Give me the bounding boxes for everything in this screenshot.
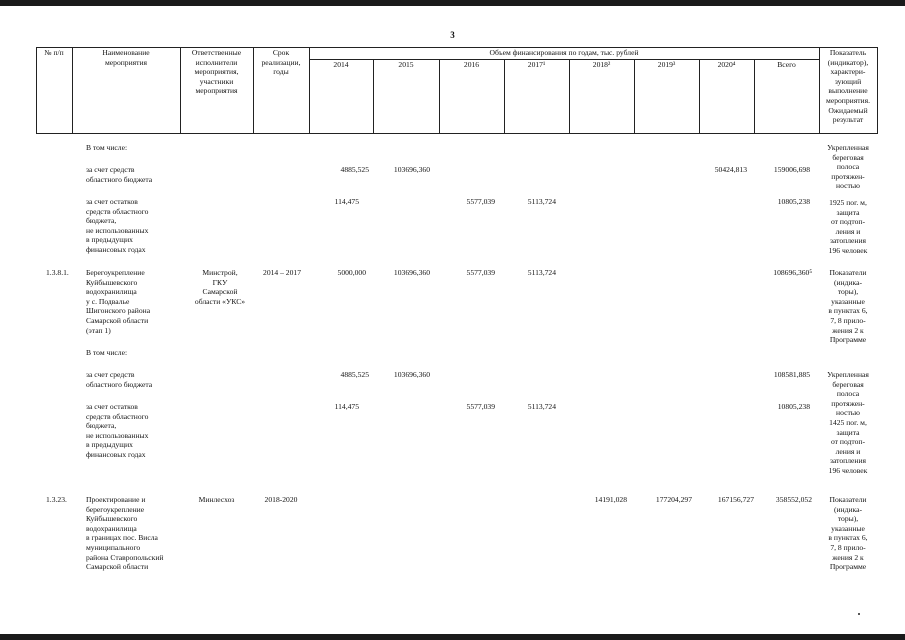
block1-regional-total: 159006,698 bbox=[773, 165, 810, 174]
year-2015: 2015 bbox=[398, 60, 414, 69]
row-1381-remains-total: 10805,238 bbox=[777, 402, 810, 411]
row-1323-2020: 167156,727 bbox=[717, 495, 754, 504]
row-1381-regional-2015: 103696,360 bbox=[393, 370, 430, 379]
year-2014: 2014 bbox=[333, 60, 349, 69]
block1-remains-2016: 5577,039 bbox=[466, 197, 495, 206]
row-1381-2014: 5000,000 bbox=[337, 268, 366, 277]
scan-bottom-edge bbox=[0, 634, 905, 640]
row-1323-term: 2018-2020 bbox=[264, 495, 298, 504]
row-1381-2015: 103696,360 bbox=[393, 268, 430, 277]
header-funding-title: Объем финансирования по годам, тыс. рублей bbox=[489, 48, 639, 57]
page-number: 3 bbox=[450, 30, 455, 40]
row-1381-remains-2014: 114,475 bbox=[334, 402, 359, 411]
block1-remains-total: 10805,238 bbox=[777, 197, 810, 206]
row-1323-responsible: Минлесхоз bbox=[198, 495, 235, 504]
row-1381-regional-2014: 4885,525 bbox=[340, 370, 369, 379]
row-1381-total: 108696,360⁵ bbox=[773, 268, 812, 277]
header-num: № п/п bbox=[44, 48, 64, 57]
block1-regional-2020: 50424,813 bbox=[714, 165, 747, 174]
block1-remains-2014: 114,475 bbox=[334, 197, 359, 206]
block1-remains-2017: 5113,724 bbox=[527, 197, 556, 206]
year-total: Всего bbox=[777, 60, 796, 69]
year-2020: 2020⁴ bbox=[717, 60, 736, 69]
row-1323-2018: 14191,028 bbox=[594, 495, 627, 504]
block1-regional-2015: 103696,360 bbox=[393, 165, 430, 174]
row-1381-number: 1.3.8.1. bbox=[46, 268, 69, 277]
year-2018: 2018² bbox=[592, 60, 611, 69]
scan-top-edge bbox=[0, 0, 905, 6]
row-1381-in-which: В том числе: bbox=[86, 348, 128, 357]
row-1323-2019: 177204,297 bbox=[655, 495, 692, 504]
row-1381-2016: 5577,039 bbox=[466, 268, 495, 277]
year-2017: 2017¹ bbox=[527, 60, 546, 69]
scan-speck bbox=[858, 613, 860, 615]
year-2016: 2016 bbox=[463, 60, 480, 69]
row-1381-2017: 5113,724 bbox=[527, 268, 556, 277]
row-1381-term: 2014 – 2017 bbox=[263, 268, 301, 277]
row-1381-regional-total: 108581,885 bbox=[773, 370, 810, 379]
block1-in-which: В том числе: bbox=[86, 143, 128, 152]
block1-regional-2014: 4885,525 bbox=[340, 165, 369, 174]
row-1381-remains-2017: 5113,724 bbox=[527, 402, 556, 411]
row-1381-remains-2016: 5577,039 bbox=[466, 402, 495, 411]
row-1323-number: 1.3.23. bbox=[46, 495, 67, 504]
row-1323-total: 358552,052 bbox=[775, 495, 812, 504]
year-2019: 2019³ bbox=[657, 60, 676, 69]
